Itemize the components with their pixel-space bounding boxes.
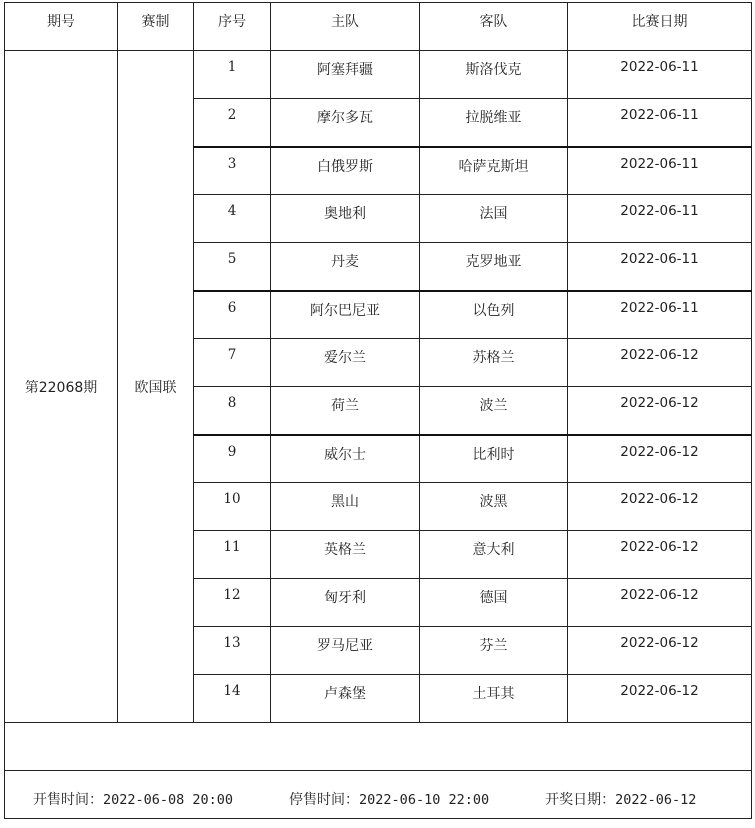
away-team-cell: 哈萨克斯坦 xyxy=(420,147,568,195)
away-team-cell: 意大利 xyxy=(420,531,568,579)
match-date-cell: 2022-06-12 xyxy=(568,675,752,723)
seq-cell: 3 xyxy=(194,147,271,195)
header-seq: 序号 xyxy=(194,3,271,51)
sale-start-value: 2022-06-08 20:00 xyxy=(103,791,234,808)
sale-start-time xyxy=(33,789,233,809)
seq-cell: 2 xyxy=(194,99,271,147)
match-date-cell: 2022-06-11 xyxy=(568,291,752,339)
seq-cell: 1 xyxy=(194,51,271,99)
seq-cell: 11 xyxy=(194,531,271,579)
match-date-cell: 2022-06-12 xyxy=(568,435,752,483)
spacer-row xyxy=(5,723,752,771)
away-team-cell: 德国 xyxy=(420,579,568,627)
sale-stop-value: 2022-06-10 22:00 xyxy=(359,791,490,808)
match-date-cell: 2022-06-12 xyxy=(568,579,752,627)
match-date-cell: 2022-06-11 xyxy=(568,51,752,99)
home-team-cell: 爱尔兰 xyxy=(271,339,420,387)
away-team-cell: 芬兰 xyxy=(420,627,568,675)
sale-stop-time xyxy=(289,789,489,809)
home-team-cell: 威尔士 xyxy=(271,435,420,483)
seq-cell: 14 xyxy=(194,675,271,723)
footer-cell xyxy=(5,771,752,819)
table-row xyxy=(5,51,752,99)
away-team-cell: 以色列 xyxy=(420,291,568,339)
seq-cell: 5 xyxy=(194,243,271,291)
seq-cell: 9 xyxy=(194,435,271,483)
spacer-cell xyxy=(5,723,752,771)
match-date-cell: 2022-06-12 xyxy=(568,339,752,387)
match-date-cell: 2022-06-12 xyxy=(568,387,752,435)
footer-row xyxy=(5,771,752,819)
header-row xyxy=(5,3,752,51)
footer-info xyxy=(5,789,751,809)
seq-cell: 7 xyxy=(194,339,271,387)
match-date-cell: 2022-06-12 xyxy=(568,483,752,531)
header-competition: 赛制 xyxy=(118,3,194,51)
away-team-cell: 波兰 xyxy=(420,387,568,435)
away-team-cell: 土耳其 xyxy=(420,675,568,723)
header-away: 客队 xyxy=(420,3,568,51)
sale-stop-label: 停售时间： xyxy=(289,791,360,808)
home-team-cell: 阿塞拜疆 xyxy=(271,51,420,99)
home-team-cell: 罗马尼亚 xyxy=(271,627,420,675)
draw-date-label: 开奖日期： xyxy=(545,791,616,808)
away-team-cell: 拉脱维亚 xyxy=(420,99,568,147)
home-team-cell: 奥地利 xyxy=(271,195,420,243)
away-team-cell: 法国 xyxy=(420,195,568,243)
away-team-cell: 苏格兰 xyxy=(420,339,568,387)
home-team-cell: 阿尔巴尼亚 xyxy=(271,291,420,339)
home-team-cell: 黑山 xyxy=(271,483,420,531)
home-team-cell: 荷兰 xyxy=(271,387,420,435)
seq-cell: 12 xyxy=(194,579,271,627)
away-team-cell: 波黑 xyxy=(420,483,568,531)
match-date-cell: 2022-06-12 xyxy=(568,627,752,675)
period-cell: 第22068期 xyxy=(5,51,118,723)
draw-date-value: 2022-06-12 xyxy=(615,791,697,808)
home-team-cell: 丹麦 xyxy=(271,243,420,291)
away-team-cell: 比利时 xyxy=(420,435,568,483)
draw-date xyxy=(545,789,696,809)
home-team-cell: 摩尔多瓦 xyxy=(271,99,420,147)
away-team-cell: 克罗地亚 xyxy=(420,243,568,291)
home-team-cell: 英格兰 xyxy=(271,531,420,579)
match-date-cell: 2022-06-11 xyxy=(568,243,752,291)
header-period: 期号 xyxy=(5,3,118,51)
away-team-cell: 斯洛伐克 xyxy=(420,51,568,99)
seq-cell: 8 xyxy=(194,387,271,435)
match-date-cell: 2022-06-11 xyxy=(568,99,752,147)
sale-start-label: 开售时间： xyxy=(33,791,103,808)
header-date: 比赛日期 xyxy=(568,3,752,51)
match-date-cell: 2022-06-12 xyxy=(568,531,752,579)
seq-cell: 10 xyxy=(194,483,271,531)
match-date-cell: 2022-06-11 xyxy=(568,147,752,195)
seq-cell: 13 xyxy=(194,627,271,675)
match-date-cell: 2022-06-11 xyxy=(568,195,752,243)
home-team-cell: 匈牙利 xyxy=(271,579,420,627)
home-team-cell: 白俄罗斯 xyxy=(271,147,420,195)
home-team-cell: 卢森堡 xyxy=(271,675,420,723)
competition-cell: 欧国联 xyxy=(118,51,194,723)
header-home: 主队 xyxy=(271,3,420,51)
match-schedule-table xyxy=(4,2,752,819)
seq-cell: 6 xyxy=(194,291,271,339)
seq-cell: 4 xyxy=(194,195,271,243)
